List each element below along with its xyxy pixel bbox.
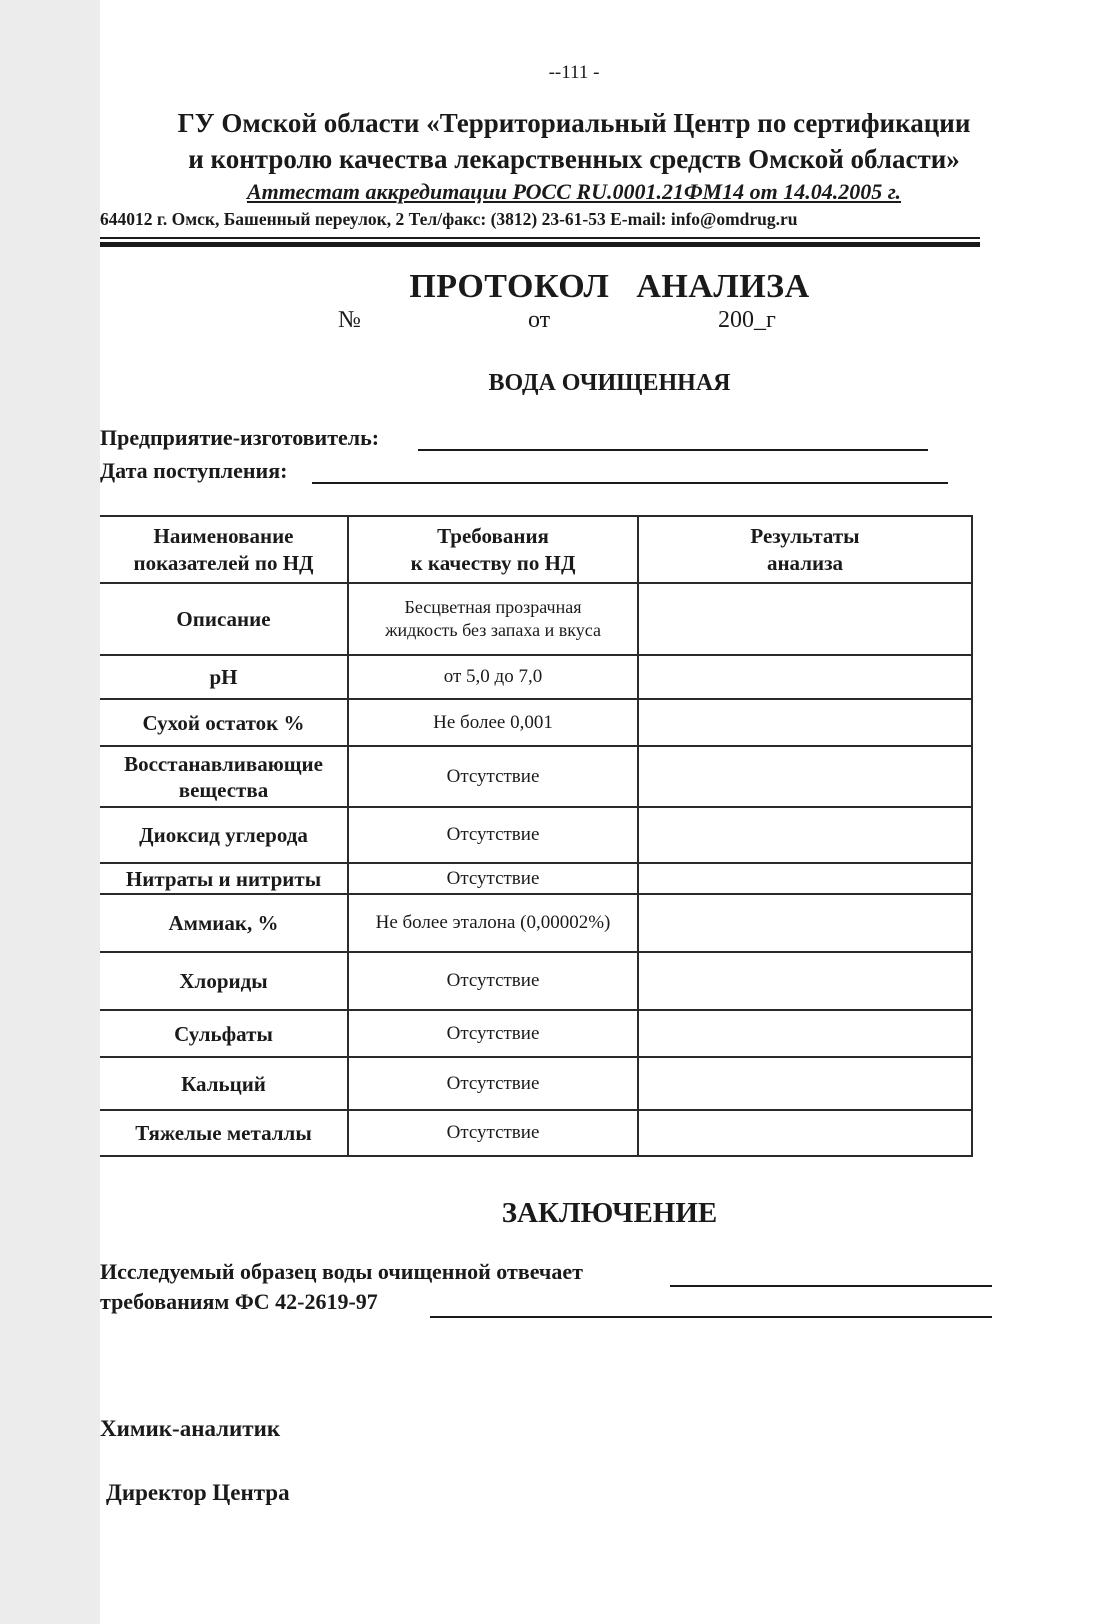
requirement-value: Не более эталона (0,00002%) (348, 894, 638, 952)
requirement-value: Отсутствие (348, 863, 638, 894)
table-row (100, 1057, 972, 1110)
indicator-name: Восстанавливающие вещества (100, 746, 348, 807)
conclusion-line1: Исследуемый образец воды очищенной отвечает (100, 1259, 583, 1284)
table-header-row (100, 516, 972, 583)
substance-name: ВОДА ОЧИЩЕННАЯ (488, 370, 731, 396)
table-row (100, 863, 972, 894)
result-cell[interactable] (638, 583, 972, 655)
result-cell[interactable] (638, 1010, 972, 1057)
conclusion-line2: требованиям ФС 42-2619-97 (100, 1289, 378, 1314)
receipt-date-label: Дата поступления: (100, 458, 288, 483)
requirement-value: Отсутствие (348, 1110, 638, 1156)
accreditation-line: Аттестат аккредитации РОСС RU.0001.21ФМ14 от 14.04.2005 г. (246, 179, 902, 204)
result-cell[interactable] (638, 1110, 972, 1156)
contacts-line: 644012 г. Омск, Башенный переулок, 2 Тел/факс: (3812) 23-61-53 E-mail: info@omdrug.ru (100, 209, 798, 229)
requirement-value: Отсутствие (348, 1057, 638, 1110)
indicator-name: Сухой остаток % (100, 699, 348, 746)
indicator-name: Хлориды (100, 952, 348, 1010)
receipt-date-field[interactable] (312, 482, 948, 484)
page-number: --111 - (548, 62, 600, 83)
table-row (100, 746, 972, 807)
header-rule-thin (100, 237, 980, 239)
table-row (100, 1110, 972, 1156)
conclusion-field-2[interactable] (430, 1316, 992, 1318)
manufacturer-field[interactable] (418, 449, 928, 451)
requirement-value: Не более 0,001 (348, 699, 638, 746)
header-rule-thick (100, 242, 980, 247)
document-page (100, 0, 1119, 1624)
result-cell[interactable] (638, 1057, 972, 1110)
indicator-name: pH (100, 655, 348, 699)
requirement-value: Отсутствие (348, 807, 638, 863)
requirement-value: Бесцветная прозрачная жидкость без запаха и вкуса (348, 583, 638, 655)
table-row (100, 655, 972, 699)
requirement-value: Отсутствие (348, 952, 638, 1010)
manufacturer-label: Предприятие-изготовитель: (100, 425, 380, 450)
number-label: № (338, 307, 361, 333)
table-row (100, 699, 972, 746)
requirement-value: Отсутствие (348, 746, 638, 807)
indicator-name: Кальций (100, 1057, 348, 1110)
header-requirements: Требования к качеству по НД (348, 516, 638, 583)
result-cell[interactable] (638, 699, 972, 746)
header-results: Результаты анализа (638, 516, 972, 583)
document-title: ПРОТОКОЛ АНАЛИЗА (409, 268, 810, 305)
indicator-name: Тяжелые металлы (100, 1110, 348, 1156)
result-cell[interactable] (638, 655, 972, 699)
director-signature-label: Директор Центра (106, 1480, 290, 1505)
table-row (100, 807, 972, 863)
requirement-value: Отсутствие (348, 1010, 638, 1057)
indicator-name: Диоксид углерода (100, 807, 348, 863)
organization-name-line1: ГУ Омской области «Территориальный Центр по сертификации (177, 108, 971, 138)
chemist-signature-label: Химик-аналитик (100, 1416, 281, 1441)
indicator-name: Сульфаты (100, 1010, 348, 1057)
table-row (100, 952, 972, 1010)
indicator-name: Описание (100, 583, 348, 655)
table-row (100, 894, 972, 952)
table-row (100, 1010, 972, 1057)
organization-name-line2: и контролю качества лекарственных средств Омской области» (188, 144, 960, 174)
indicator-name: Аммиак, % (100, 894, 348, 952)
conclusion-title: ЗАКЛЮЧЕНИЕ (501, 1197, 718, 1229)
result-cell[interactable] (638, 952, 972, 1010)
result-cell[interactable] (638, 807, 972, 863)
indicator-name: Нитраты и нитриты (100, 863, 348, 894)
header-indicator: Наименование показателей по НД (100, 516, 348, 583)
analysis-table (100, 515, 973, 1157)
result-cell[interactable] (638, 746, 972, 807)
result-cell[interactable] (638, 894, 972, 952)
conclusion-field-1[interactable] (670, 1285, 992, 1287)
scan-margin (0, 0, 100, 1624)
requirement-value: от 5,0 до 7,0 (348, 655, 638, 699)
table-row (100, 583, 972, 655)
date-from-label: от (528, 307, 551, 333)
year-label: 200_г (718, 307, 776, 333)
organization-name (100, 105, 1048, 177)
result-cell[interactable] (638, 863, 972, 894)
